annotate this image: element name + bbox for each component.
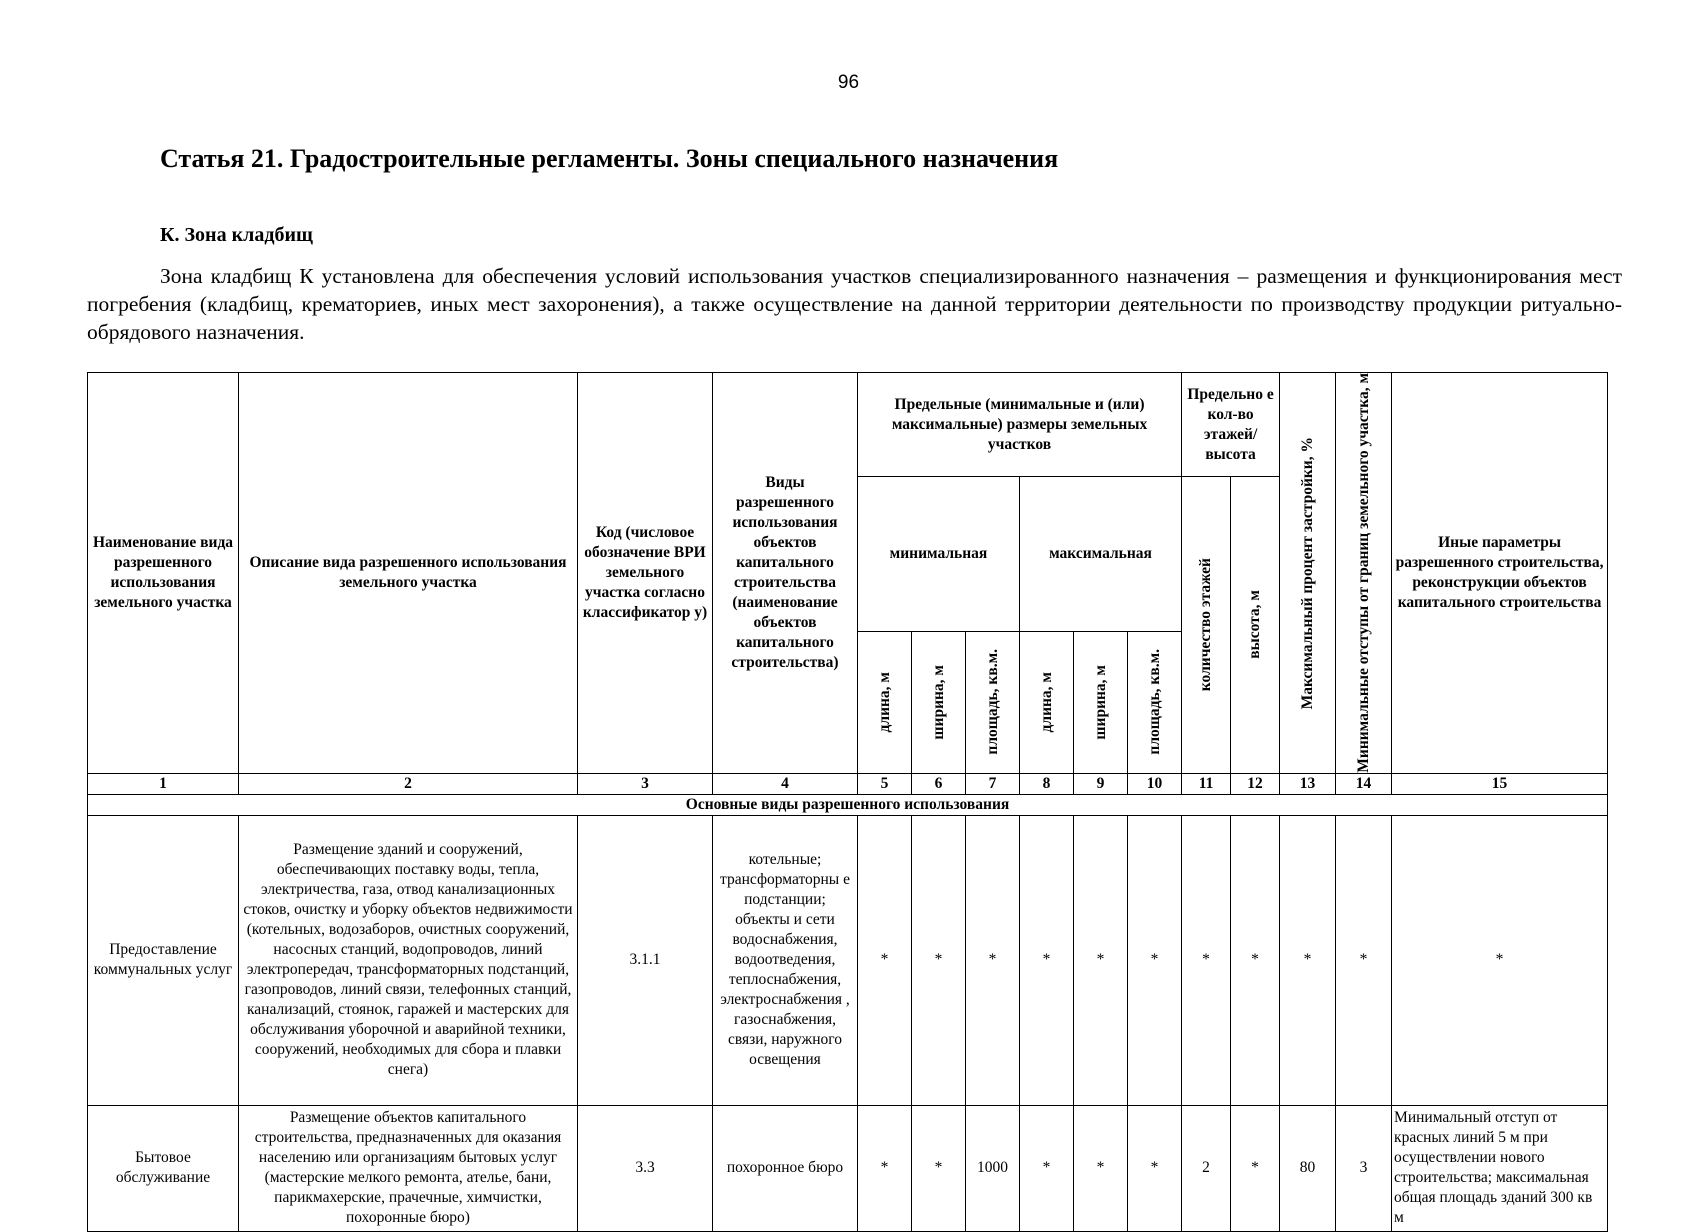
- column-number: 7: [966, 773, 1020, 794]
- header-min-setback: Минимальные отступы от границ земельного участка, м: [1336, 373, 1392, 774]
- row-objects: котельные; трансформаторны е подстанции; объекты и сети водоснабжения, водоотведения, теплоснабжения, электроснабжения , газоснабжения, связи, наружного освещения: [713, 815, 858, 1105]
- row-setback: 3: [1336, 1105, 1392, 1231]
- header-min-length: длина, м: [858, 631, 912, 773]
- row-min-area: *: [966, 815, 1020, 1105]
- column-number: 15: [1392, 773, 1608, 794]
- column-number: 4: [713, 773, 858, 794]
- section-title: Основные виды разрешенного использования: [88, 794, 1608, 815]
- header-max-percent: Максимальный процент застройки, %: [1280, 373, 1336, 774]
- row-min-width: *: [912, 1105, 966, 1231]
- header-other-params: Иные параметры разрешенного строительства, реконструкции объектов капитального строительства: [1392, 373, 1608, 774]
- header-min-area: площадь, кв.м.: [966, 631, 1020, 773]
- header-max-length: длина, м: [1020, 631, 1074, 773]
- column-number: 2: [239, 773, 578, 794]
- row-name: Бытовое обслуживание: [88, 1105, 239, 1231]
- row-max-length: *: [1020, 1105, 1074, 1231]
- table-row: [88, 815, 1608, 1105]
- column-number: 10: [1128, 773, 1182, 794]
- header-floors-group: Предельно е кол-во этажей/ высота: [1182, 373, 1280, 477]
- row-height: *: [1231, 1105, 1280, 1231]
- row-code: 3.1.1: [578, 815, 713, 1105]
- row-max-percent: 80: [1280, 1105, 1336, 1231]
- row-name: Предоставление коммунальных услуг: [88, 815, 239, 1105]
- row-setback: *: [1336, 815, 1392, 1105]
- row-floors: *: [1182, 815, 1231, 1105]
- header-min-width: ширина, м: [912, 631, 966, 773]
- row-min-width: *: [912, 815, 966, 1105]
- row-height: *: [1231, 815, 1280, 1105]
- column-number: 3: [578, 773, 713, 794]
- page-number: 96: [837, 72, 860, 93]
- row-max-area: *: [1128, 1105, 1182, 1231]
- column-number: 14: [1336, 773, 1392, 794]
- intro-paragraph: Зона кладбищ К установлена для обеспечения условий использования участков специализированного назначения – размещения и функционирования мест погребения (кладбищ, крематориев, иных мест захоронения), а также осуществление на данной территории деятельности по производству продукции ритуально-обрядового назначения.: [87, 264, 1622, 344]
- header-max: максимальная: [1020, 477, 1182, 632]
- row-description: Размещение зданий и сооружений, обеспечивающих поставку воды, тепла, электричества, газа, отвод канализационных стоков, очистку и уборку объектов недвижимости (котельных, водозаборов, очистных сооружений, насосных станций, водопроводов, линий электропередач, трансформаторных подстанций, газопроводов, линий связи, телефонных станций, канализаций, стоянок, гаражей и мастерских для обслуживания уборочной и аварийной техники, сооружений, необходимых для сбора и плавки снега): [239, 815, 578, 1105]
- row-max-width: *: [1074, 1105, 1128, 1231]
- row-other: *: [1392, 815, 1608, 1105]
- column-number: 5: [858, 773, 912, 794]
- column-number: 6: [912, 773, 966, 794]
- header-max-width: ширина, м: [1074, 631, 1128, 773]
- header-min: минимальная: [858, 477, 1020, 632]
- column-number: 9: [1074, 773, 1128, 794]
- header-name: Наименование вида разрешенного использования земельного участка: [88, 373, 239, 774]
- regulations-table: [87, 372, 1608, 1232]
- row-description: Размещение объектов капитального строительства, предназначенных для оказания населению или организациям бытовых услуг (мастерские мелкого ремонта, ателье, бани, парикмахерские, прачечные, химчистки, похоронные бюро): [239, 1105, 578, 1231]
- header-plot-sizes: Предельные (минимальные и (или) максимальные) размеры земельных участков: [858, 373, 1182, 477]
- header-description: Описание вида разрешенного использования земельного участка: [239, 373, 578, 774]
- column-number: 12: [1231, 773, 1280, 794]
- header-code: Код (числовое обозначение ВРИ земельного участка согласно классификатор у): [578, 373, 713, 774]
- column-number: 13: [1280, 773, 1336, 794]
- article-title: Статья 21. Градостроительные регламенты. Зоны специального назначения: [160, 144, 1059, 173]
- column-number: 11: [1182, 773, 1231, 794]
- row-min-area: 1000: [966, 1105, 1020, 1231]
- row-max-percent: *: [1280, 815, 1336, 1105]
- column-numbers-row: [88, 773, 1608, 794]
- table-row: [88, 1105, 1608, 1231]
- row-max-length: *: [1020, 815, 1074, 1105]
- zone-heading: К. Зона кладбищ: [160, 224, 313, 246]
- row-min-length: *: [858, 815, 912, 1105]
- header-max-area: площадь, кв.м.: [1128, 631, 1182, 773]
- header-height: высота, м: [1231, 477, 1280, 774]
- column-number: 1: [88, 773, 239, 794]
- row-min-length: *: [858, 1105, 912, 1231]
- row-objects: похоронное бюро: [713, 1105, 858, 1231]
- row-code: 3.3: [578, 1105, 713, 1231]
- row-floors: 2: [1182, 1105, 1231, 1231]
- header-objects: Виды разрешенного использования объектов капитального строительства (наименование объектов капитального строительства): [713, 373, 858, 774]
- column-number: 8: [1020, 773, 1074, 794]
- header-floors: количество этажей: [1182, 477, 1231, 774]
- section-row: [88, 794, 1608, 815]
- row-other: Минимальный отступ от красных линий 5 м при осуществлении нового строительства; максимальная общая площадь зданий 300 кв м: [1392, 1105, 1608, 1231]
- row-max-width: *: [1074, 815, 1128, 1105]
- row-max-area: *: [1128, 815, 1182, 1105]
